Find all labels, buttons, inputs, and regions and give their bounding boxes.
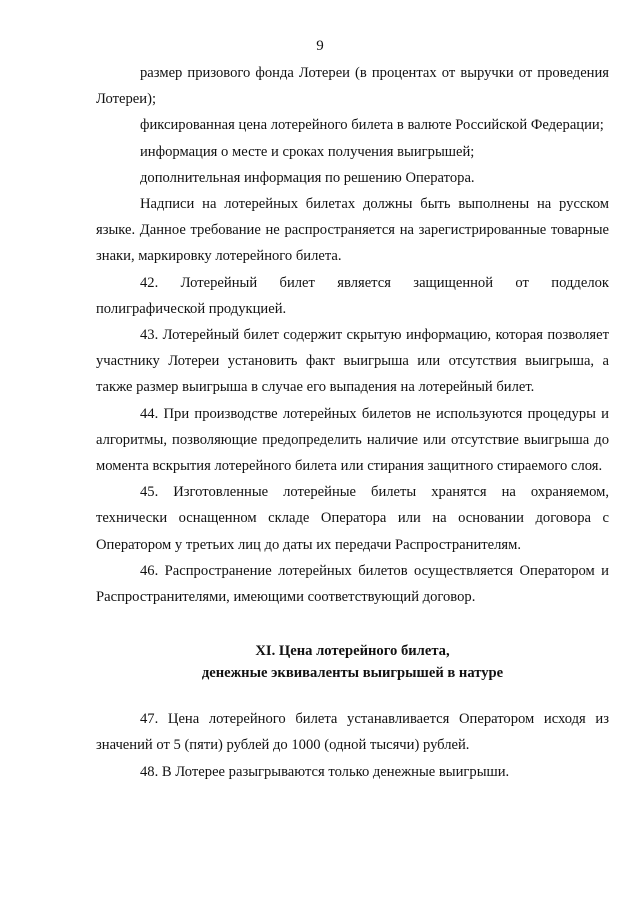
paragraph-ticket-price-currency: фиксированная цена лотерейного билета в валюте Российской Федерации; bbox=[140, 117, 604, 134]
paragraph-russian-language: Надписи на лотерейных билетах должны быть выполнены на русском языке. Данное требование не распространяется на зарегистрированные товарные знаки, маркировку лотерейного билета. bbox=[96, 196, 609, 265]
paragraph-46: 46. Распространение лотерейных билетов осуществляется Оператором и Распространителями, имеющими соответствующий договор. bbox=[96, 562, 609, 606]
paragraph-48: 48. В Лотерее разыгрываются только денежные выигрыши. bbox=[140, 763, 510, 780]
paragraph-42: 42. Лотерейный билет является защищенной от подделок полиграфической продукцией. bbox=[96, 274, 609, 317]
paragraph-44: 44. При производстве лотерейных билетов не используются процедуры и алгоритмы, позволяющие предопределить наличие или отсутствие выигрыша до момента вскрытия лотерейного билета или стирания защитного стираемого слоя. bbox=[96, 405, 609, 475]
section-heading-line-1: XI. Цена лотерейного билета, bbox=[255, 643, 450, 660]
paragraph-prize-fund: размер призового фонда Лотереи (в процентах от выручки от проведения Лотереи); bbox=[96, 65, 609, 108]
page-number: 9 bbox=[316, 38, 324, 54]
paragraph-additional-info: дополнительная информация по решению Оператора. bbox=[140, 169, 475, 186]
document-body bbox=[96, 60, 609, 785]
paragraph-winnings-info: информация о месте и сроках получения выигрышей; bbox=[140, 143, 475, 160]
paragraph-47: 47. Цена лотерейного билета устанавливается Оператором исходя из значений от 5 (пяти) рублей до 1000 (одной тысячи) рублей. bbox=[96, 711, 609, 754]
section-heading-line-2: денежные эквиваленты выигрышей в натуре bbox=[201, 665, 504, 682]
paragraph-45: 45. Изготовленные лотерейные билеты хранятся на охраняемом, технически оснащенном складе Оператора или на основании договора с Оператором у третьих лиц до даты их передачи Распространителям. bbox=[96, 484, 609, 553]
paragraph-43: 43. Лотерейный билет содержит скрытую информацию, которая позволяет участнику Лотереи установить факт выигрыша или отсутствия выигрыша, а также размер выигрыша в случае его выпадения на лотерейный билет. bbox=[96, 327, 609, 396]
section-heading bbox=[96, 640, 609, 684]
